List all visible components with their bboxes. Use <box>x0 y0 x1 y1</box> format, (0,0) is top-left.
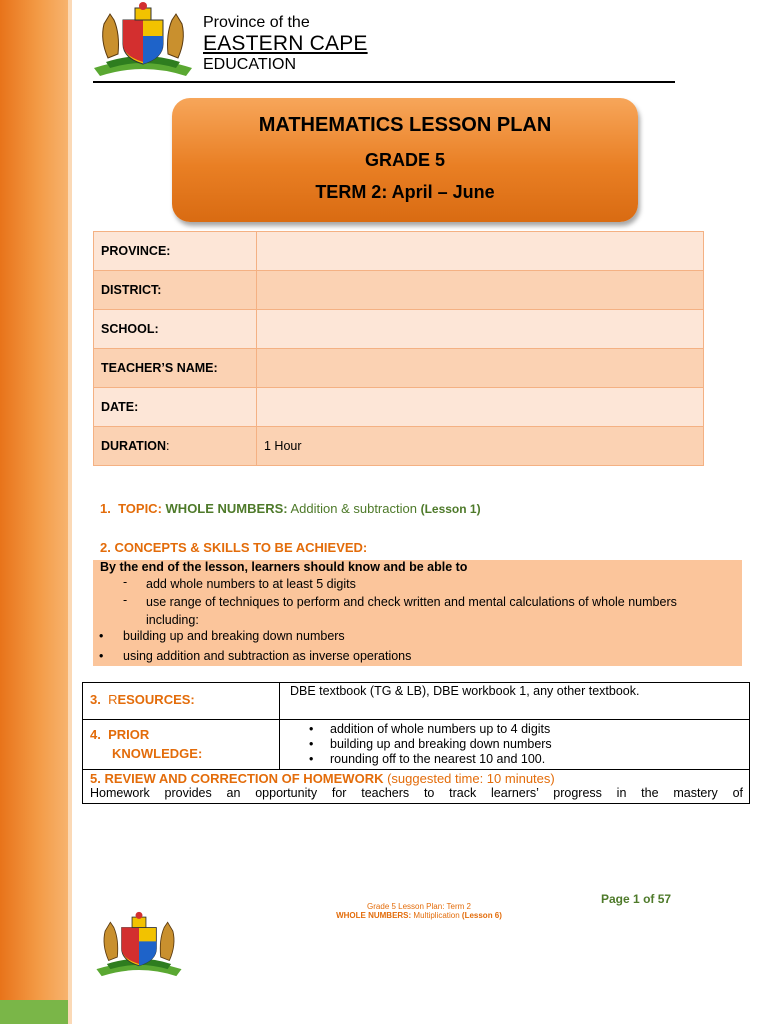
duration-label <box>94 427 257 466</box>
table-row <box>94 271 704 310</box>
footer-lesson: (Lesson 6) <box>461 911 502 920</box>
topic-number: 1. <box>100 501 111 516</box>
banner-grade: GRADE 5 <box>364 150 445 170</box>
topic-name: WHOLE NUMBERS: <box>165 501 288 516</box>
resources-table <box>82 682 750 804</box>
sidebar-green-block <box>0 1000 68 1024</box>
district-label: DISTRICT: <box>94 271 257 310</box>
resources-label-cell <box>83 683 280 720</box>
list-item: • building up and breaking down numbers <box>280 737 749 752</box>
prior-knowledge-number: 4. <box>90 727 101 742</box>
list-item: • rounding off to the nearest 10 and 100. <box>280 752 749 767</box>
table-row <box>94 388 704 427</box>
banner-term: TERM 2: April – June <box>315 182 495 202</box>
duration-label-colon: : <box>166 439 170 453</box>
topic-line <box>100 501 481 516</box>
header-line1: Province of the <box>203 14 310 31</box>
table-row <box>94 232 704 271</box>
page-total: 57 <box>657 892 672 906</box>
list-item: using addition and subtraction as inverse operations <box>123 649 412 663</box>
review-heading: 5. REVIEW AND CORRECTION OF HOMEWORK <box>90 771 384 786</box>
page-word: Page <box>601 892 630 906</box>
title-banner <box>172 98 638 222</box>
footer-subtopic: Multiplication <box>413 911 460 920</box>
list-item: add whole numbers to at least 5 digits <box>146 577 356 591</box>
footer-caption <box>300 902 538 920</box>
concepts-box <box>93 560 742 666</box>
header-divider <box>93 81 675 83</box>
province-label: PROVINCE: <box>94 232 257 271</box>
date-value[interactable] <box>257 388 704 427</box>
resources-label: ESOURCES: <box>117 692 195 707</box>
sidebar-edge <box>68 0 72 1024</box>
duration-value[interactable]: 1 Hour <box>257 427 704 466</box>
bullet-icon: • <box>99 629 104 643</box>
topic-lesson: (Lesson 1) <box>420 502 481 516</box>
resources-label-r: R <box>108 692 118 707</box>
concepts-lead: By the end of the lesson, learners should know and be able to <box>100 560 468 574</box>
table-row <box>94 310 704 349</box>
dash-marker: - <box>123 575 128 589</box>
prior-knowledge-value <box>280 720 750 770</box>
resources-number: 3. <box>90 692 101 707</box>
prior-knowledge-list <box>280 720 749 767</box>
list-item: • addition of whole numbers up to 4 digits <box>280 722 749 737</box>
prior-knowledge-label2: KNOWLEDGE: <box>112 746 203 761</box>
page-current: 1 <box>633 892 640 906</box>
prior-knowledge-label-cell <box>83 720 280 770</box>
dash-marker: - <box>123 593 128 607</box>
duration-label-text: DURATION <box>101 439 167 453</box>
table-row <box>83 720 750 770</box>
district-value[interactable] <box>257 271 704 310</box>
resources-value <box>280 683 750 720</box>
topic-desc: Addition & subtraction <box>290 501 417 516</box>
footer-topic: WHOLE NUMBERS: <box>336 911 412 920</box>
table-row <box>94 427 704 466</box>
footer-coat-of-arms-icon <box>93 908 185 980</box>
province-header <box>203 14 368 74</box>
date-label: DATE: <box>94 388 257 427</box>
school-value[interactable] <box>257 310 704 349</box>
page-number <box>601 892 671 906</box>
list-item: building up and breaking down numbers <box>123 629 345 643</box>
header-line2: EASTERN CAPE <box>203 32 368 55</box>
prior-knowledge-label1: PRIOR <box>108 727 150 742</box>
table-row <box>94 349 704 388</box>
coat-of-arms-icon <box>90 0 196 78</box>
table-row <box>83 770 750 804</box>
school-label: SCHOOL: <box>94 310 257 349</box>
teacher-name-label: TEACHER’S NAME: <box>94 349 257 388</box>
province-value[interactable] <box>257 232 704 271</box>
list-item: use range of techniques to perform and check written and mental calculations of whole numbers including: <box>146 595 677 627</box>
resources-text: DBE textbook (TG & LB), DBE workbook 1, any other textbook. <box>290 684 640 698</box>
teacher-name-value[interactable] <box>257 349 704 388</box>
page-of: of <box>643 892 655 906</box>
banner-title: MATHEMATICS LESSON PLAN <box>258 114 552 136</box>
review-cell <box>83 770 750 804</box>
concepts-heading: 2. CONCEPTS & SKILLS TO BE ACHIEVED: <box>100 540 368 555</box>
review-text: Homework provides an opportunity for teachers to track learners’ progress in the mastery of <box>90 786 743 800</box>
lesson-info-table <box>93 231 704 466</box>
topic-label: TOPIC: <box>118 501 162 516</box>
bullet-icon: • <box>99 649 104 663</box>
review-time: (suggested time: 10 minutes) <box>387 771 555 786</box>
table-row <box>83 683 750 720</box>
orange-sidebar <box>0 0 68 1024</box>
header-line3: EDUCATION <box>203 56 297 73</box>
footer-line1: Grade 5 Lesson Plan: Term 2 <box>367 902 471 911</box>
